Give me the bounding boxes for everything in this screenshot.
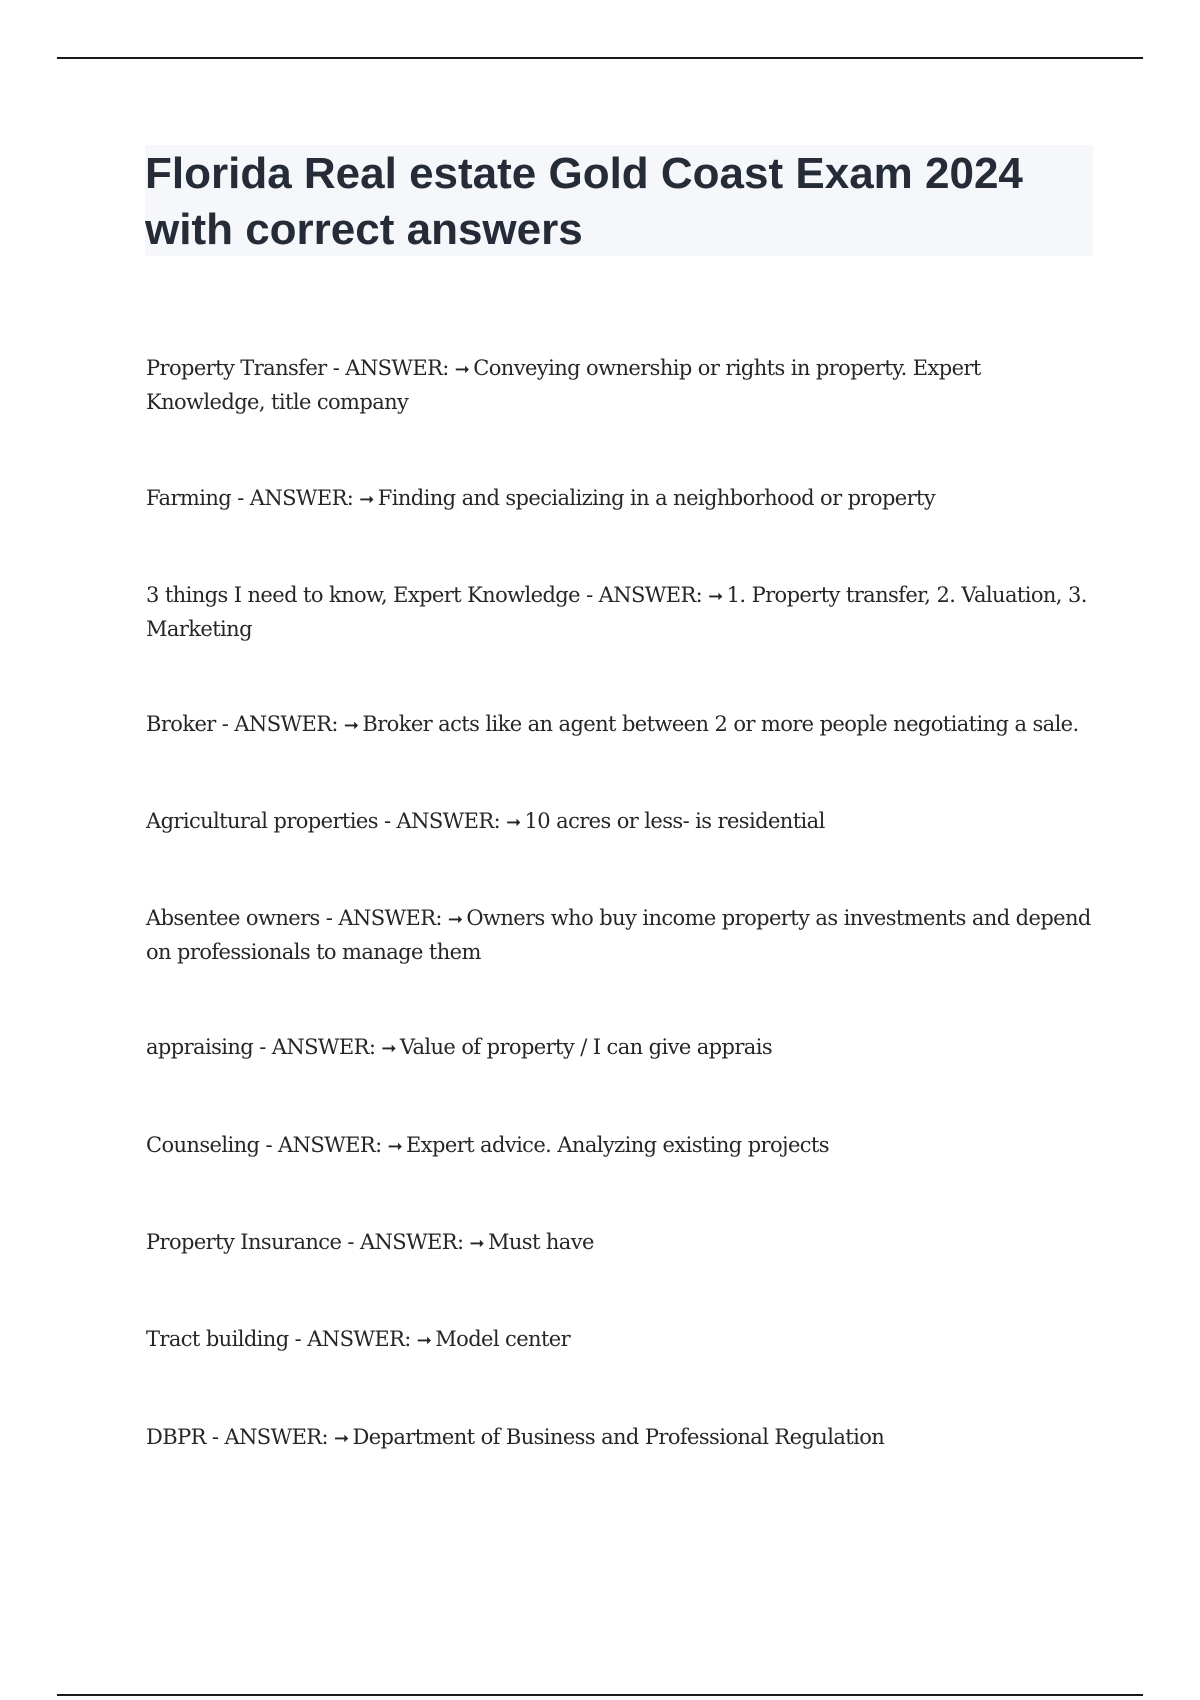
qa-item-tract-building [146,1323,1096,1357]
qa-separator: - ANSWER: [259,1035,376,1059]
qa-term: Property Transfer [146,356,327,380]
qa-separator: - ANSWER: [211,1425,328,1449]
qa-answer: Value of property / I can give apprais [399,1035,773,1059]
qa-item-farming [146,482,1096,516]
qa-term: 3 things I need to know, Expert Knowledge [146,583,580,607]
arrow-right-icon: ➞ [381,1038,396,1059]
title-block [145,145,1093,256]
arrow-right-icon: ➞ [359,489,374,510]
qa-item-property-insurance [146,1226,1096,1260]
arrow-right-icon: ➞ [387,1136,403,1157]
arrow-right-icon: ➞ [447,909,463,930]
qa-answer: Conveying ownership or rights in property. Expert Knowledge, title company [146,356,981,414]
qa-answer: Must have [487,1230,594,1254]
qa-term: Broker [146,712,216,736]
qa-item-dbpr [146,1421,1096,1455]
qa-term: Tract building [146,1327,289,1351]
qa-separator: - ANSWER: [332,356,449,380]
arrow-right-icon: ➞ [469,1233,484,1254]
qa-answer: Model center [435,1327,571,1351]
qa-answer: Finding and specializing in a neighborhood or property [377,486,936,510]
arrow-right-icon: ➞ [416,1330,432,1351]
qa-separator: - ANSWER: [237,486,354,510]
arrow-right-icon: ➞ [343,715,359,736]
qa-separator: - ANSWER: [221,712,338,736]
qa-separator: - ANSWER: [383,809,501,833]
qa-term: appraising [146,1035,254,1059]
qa-separator: - ANSWER: [325,906,442,930]
qa-item-broker [146,708,1096,742]
qa-answer: Department of Business and Professional Regulation [352,1425,885,1449]
qa-answer: Owners who buy income property as investments and depend on professionals to manage them [146,906,1091,964]
qa-item-expert-knowledge [146,579,1096,645]
document-title: Florida Real estate Gold Coast Exam 2024 with correct answers [145,149,1023,254]
qa-separator: - ANSWER: [347,1230,464,1254]
bottom-rule [57,1694,1143,1696]
qa-answer: 1. Property transfer, 2. Valuation, 3. Marketing [146,583,1087,641]
qa-item-agricultural-properties [146,805,1096,839]
qa-separator: - ANSWER: [294,1327,411,1351]
qa-separator: - ANSWER: [586,583,703,607]
arrow-right-icon: ➞ [506,812,521,833]
qa-term: Property Insurance [146,1230,342,1254]
qa-term: Agricultural properties [146,809,378,833]
arrow-right-icon: ➞ [334,1428,349,1449]
qa-item-absentee-owners [146,902,1096,968]
arrow-right-icon: ➞ [708,586,723,607]
arrow-right-icon: ➞ [454,359,470,380]
top-rule [57,57,1143,59]
qa-term: Counseling [146,1133,260,1157]
qa-separator: - ANSWER: [265,1133,382,1157]
qa-item-counseling [146,1129,1096,1163]
qa-item-appraising [146,1031,1096,1065]
qa-term: Absentee owners [146,906,320,930]
qa-item-property-transfer [146,352,1096,418]
qa-term: DBPR [146,1425,206,1449]
qa-answer: Broker acts like an agent between 2 or more people negotiating a sale. [362,712,1079,736]
qa-answer: 10 acres or less- is residential [524,809,825,833]
qa-answer: Expert advice. Analyzing existing projects [406,1133,829,1157]
qa-term: Farming [146,486,232,510]
